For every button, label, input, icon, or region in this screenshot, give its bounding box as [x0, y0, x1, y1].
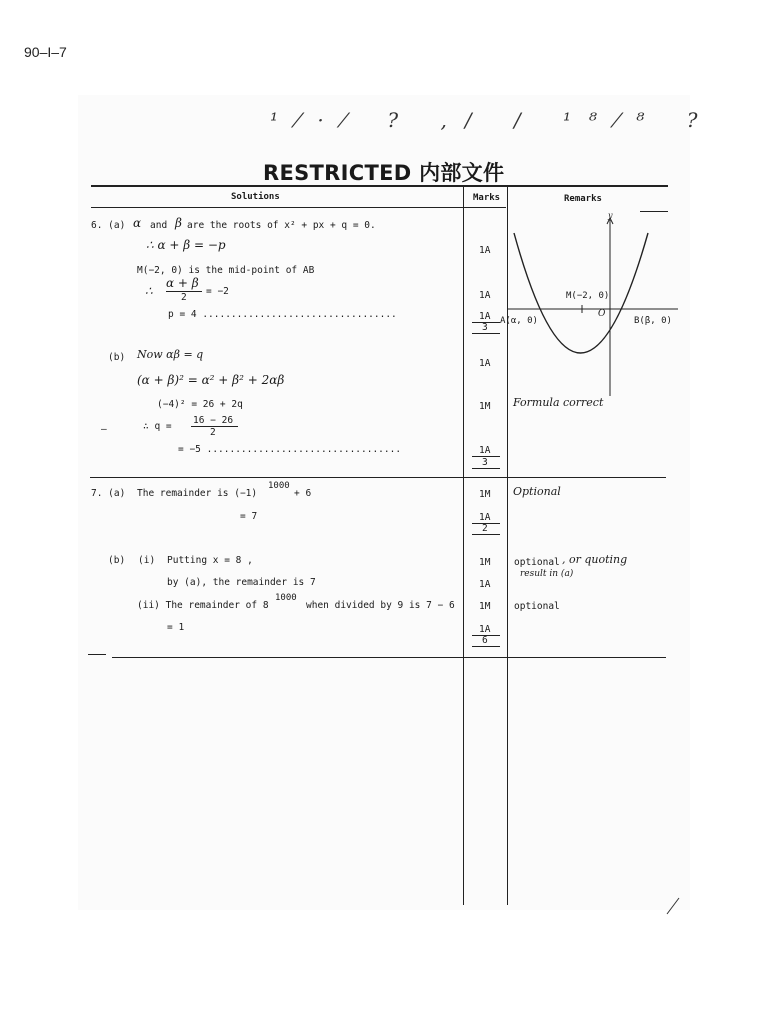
- q7a-line1-tail: + 6: [294, 488, 312, 499]
- q6a-mark-total-underline: [472, 333, 500, 334]
- q7b-mark-total: 6: [482, 635, 488, 646]
- header-bottom-rule: [91, 207, 506, 208]
- q7-mark-4: 1A: [479, 579, 491, 590]
- q6a-therefore: ∴: [145, 284, 153, 298]
- q6-remark-formula-correct: Formula correct: [513, 396, 604, 409]
- graph-m-label: M(−2, 0): [566, 291, 610, 301]
- dash-left-q7: [88, 654, 106, 655]
- q7-mark-3: 1M: [479, 557, 491, 568]
- top-handwritten-scribble: ¹⁄·⁄ ? ,/ / ¹⁸⁄⁸ ?: [270, 108, 716, 132]
- q6a-fraction-denominator: 2: [181, 292, 187, 303]
- q6b-mark-total-underline: [472, 468, 500, 469]
- q7-mark-1: 1M: [479, 489, 491, 500]
- q6a-fraction-numerator: α + β: [166, 276, 199, 290]
- q7-bottom-rule: [112, 657, 666, 658]
- header-remarks: Remarks: [564, 194, 602, 204]
- header-marks: Marks: [473, 193, 501, 203]
- q7-mark-2: 1A: [479, 512, 491, 523]
- q6-mark-1: 1A: [479, 245, 491, 256]
- q7b-i-line1: Putting x = 8 ,: [167, 555, 253, 566]
- q7a-label: 7. (a): [91, 488, 126, 499]
- q7b-i-line2: by (a), the remainder is 7: [167, 577, 316, 588]
- q7a-line1-text: The remainder is (−1): [137, 488, 258, 499]
- q7a-line1-exponent: 1000: [268, 481, 290, 491]
- q6b-dash: –: [101, 424, 107, 435]
- q7b-ii-result: = 1: [167, 622, 185, 633]
- q6a-intro-text: are the roots of x² + px + q = 0.: [187, 220, 376, 231]
- stray-pen-mark: [665, 896, 685, 916]
- q6-mark-5: 1M: [479, 401, 491, 412]
- header-solutions: Solutions: [231, 192, 280, 202]
- q7b-remark-handwritten-1: , or quoting: [562, 553, 628, 566]
- q6-mark-4: 1A: [479, 358, 491, 369]
- q7b-i-label: (i): [138, 555, 156, 566]
- q6b-label: (b): [108, 352, 126, 363]
- graph-point-b-label: B(β, 0): [634, 316, 672, 326]
- q6a-line3: M(−2, 0) is the mid-point of AB: [137, 265, 315, 276]
- q6b-result: = −5 ..................................: [178, 444, 402, 455]
- q7b-ii-exponent: 1000: [275, 593, 297, 603]
- beta-symbol: β: [175, 216, 182, 230]
- graph-origin-label: O: [598, 309, 606, 319]
- q7b-ii-line1-text: (ii) The remainder of 8: [137, 600, 269, 611]
- q7b-remark-handwritten-2: result in (a): [520, 569, 574, 579]
- page-reference: 90–I–7: [24, 44, 67, 60]
- marks-column-left-rule: [463, 185, 464, 905]
- q6-mark-2: 1A: [479, 290, 491, 301]
- q6a-and: and: [150, 220, 168, 231]
- alpha-symbol: α: [133, 216, 142, 230]
- q6b-line3: (−4)² = 26 + 2q: [157, 399, 243, 410]
- q6b-therefore-q: ∴ q =: [143, 421, 172, 432]
- q7a-mark-total: 2: [482, 523, 488, 534]
- q6b-fraction-numerator: 16 − 26: [193, 415, 234, 426]
- q7b-mark-total-underline: [472, 646, 500, 647]
- q7b-ii-line1-tail: when divided by 9 is 7 − 6: [306, 600, 455, 611]
- restricted-title: RESTRICTED 内部文件: [263, 161, 505, 185]
- parabola-graph: [508, 208, 678, 398]
- q7b-remark-optional-1: optional: [514, 557, 560, 568]
- q6-mark-6: 1A: [479, 445, 491, 456]
- q6b-line1: Now αβ = q: [137, 348, 204, 361]
- q7a-remark-optional: Optional: [513, 485, 561, 498]
- q6a-fraction-rhs: = −2: [206, 286, 229, 297]
- graph-point-a-label: A(α, 0): [500, 316, 538, 326]
- q7a-result: = 7: [240, 511, 258, 522]
- q6b-mark-total: 3: [482, 457, 488, 468]
- q6-mark-3: 1A: [479, 311, 491, 322]
- q6b-line2: (α + β)² = α² + β² + 2αβ: [137, 373, 285, 387]
- q6a-result: p = 4 ..................................: [168, 309, 397, 320]
- graph-y-label: y: [608, 211, 613, 220]
- q7-mark-5: 1M: [479, 601, 491, 612]
- q6a-line2: ∴ α + β = −p: [146, 238, 226, 252]
- q6a-mark-total: 3: [482, 322, 488, 333]
- q7b-remark-optional-2: optional: [514, 601, 560, 612]
- q6b-fraction-denominator: 2: [210, 427, 216, 438]
- q7-mark-6: 1A: [479, 624, 491, 635]
- table-top-rule: [91, 185, 668, 187]
- q6-bottom-rule: [90, 477, 666, 478]
- q7a-mark-total-underline: [472, 534, 500, 535]
- q6a-label: 6. (a): [91, 220, 126, 231]
- q7b-label: (b): [108, 555, 126, 566]
